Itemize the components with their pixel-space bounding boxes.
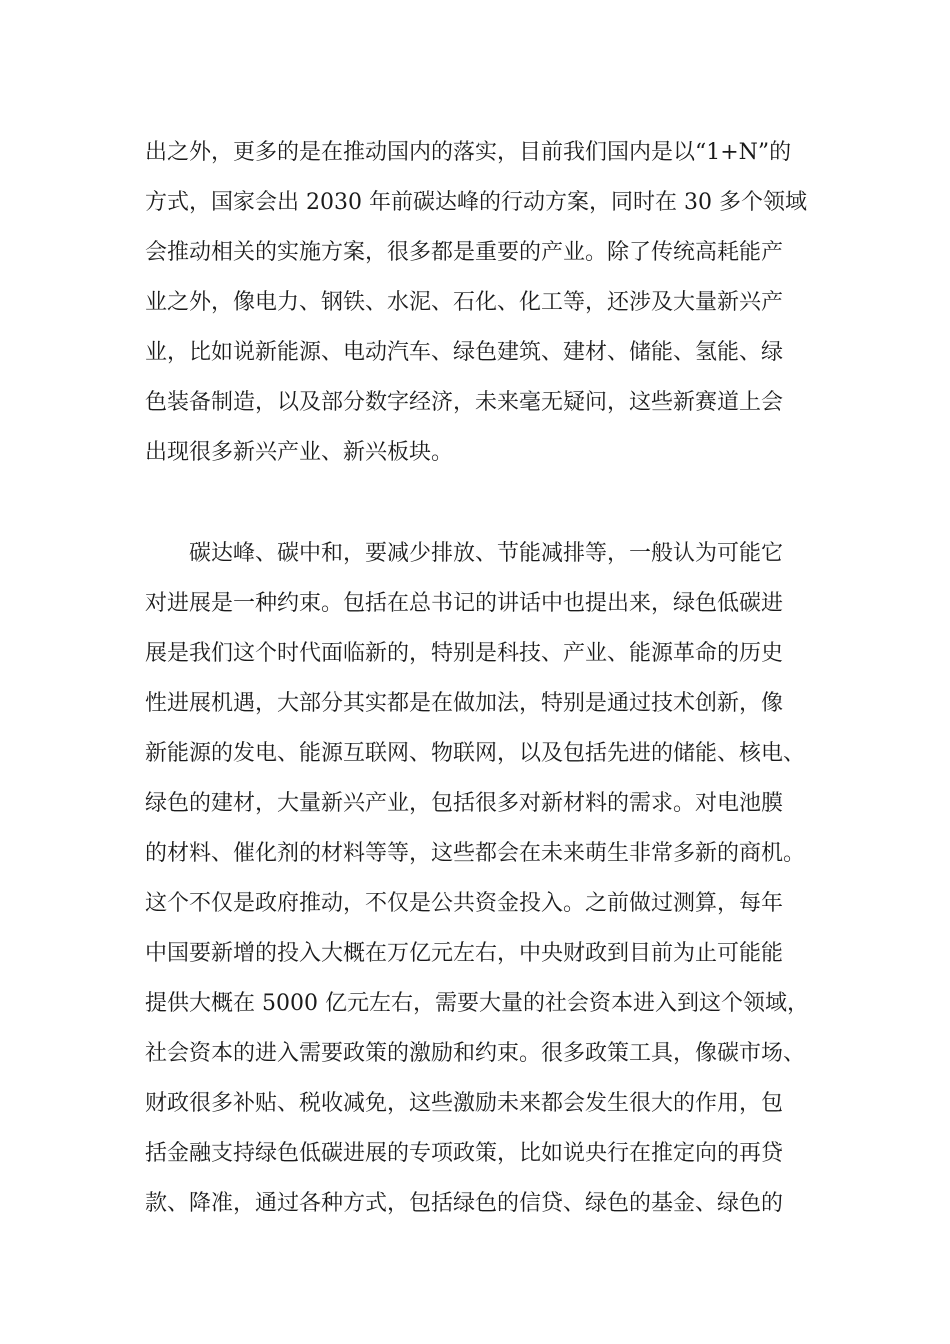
- text-line: 方式，国家会出 2030 年前碳达峰的行动方案，同时在 30 多个领域: [145, 190, 807, 215]
- text-line: 这个不仅是政府推动，不仅是公共资金投入。之前做过测算，每年: [145, 891, 784, 916]
- text-line: 财政很多补贴、税收减免，这些激励未来都会发生很大的作用，包: [145, 1091, 784, 1116]
- text-line: 中国要新增的投入大概在万亿元左右，中央财政到目前为止可能能: [145, 941, 784, 966]
- text-line: 性进展机遇，大部分其实都是在做加法，特别是通过技术创新，像: [145, 691, 784, 716]
- text-line: 碳达峰、碳中和，要减少排放、节能减排等，一般认为可能它: [189, 541, 784, 566]
- text-line: 绿色的建材，大量新兴产业，包括很多对新材料的需求。对电池膜: [145, 791, 784, 816]
- paragraph-2: [145, 534, 825, 1234]
- text-line: 括金融支持绿色低碳进展的专项政策，比如说央行在推定向的再贷: [145, 1141, 784, 1166]
- text-line: 的材料、催化剂的材料等等，这些都会在未来萌生非常多新的商机。: [145, 841, 806, 866]
- text-line: 会推动相关的实施方案，很多都是重要的产业。除了传统高耗能产: [145, 240, 784, 265]
- text-line: 出之外，更多的是在推动国内的落实，目前我们国内是以“1+N”的: [145, 140, 792, 165]
- text-line: 款、降准，通过各种方式，包括绿色的信贷、绿色的基金、绿色的: [145, 1191, 784, 1216]
- text-line: 展是我们这个时代面临新的，特别是科技、产业、能源革命的历史: [145, 641, 784, 666]
- text-line: 社会资本的进入需要政策的激励和约束。很多政策工具，像碳市场、: [145, 1041, 806, 1066]
- text-line: 提供大概在 5000 亿元左右，需要大量的社会资本进入到这个领域，: [145, 991, 809, 1016]
- text-line: 对进展是一种约束。包括在总书记的讲话中也提出来，绿色低碳进: [145, 591, 784, 616]
- text-line: 色装备制造，以及部分数字经济，未来毫无疑问，这些新赛道上会: [145, 390, 784, 415]
- paragraph-1: [145, 133, 825, 483]
- text-line: 新能源的发电、能源互联网、物联网，以及包括先进的储能、核电、: [145, 741, 806, 766]
- text-line: 出现很多新兴产业、新兴板块。: [145, 440, 454, 465]
- text-line: 业，比如说新能源、电动汽车、绿色建筑、建材、储能、氢能、绿: [145, 340, 784, 365]
- text-line: 业之外，像电力、钢铁、水泥、石化、化工等，还涉及大量新兴产: [145, 290, 784, 315]
